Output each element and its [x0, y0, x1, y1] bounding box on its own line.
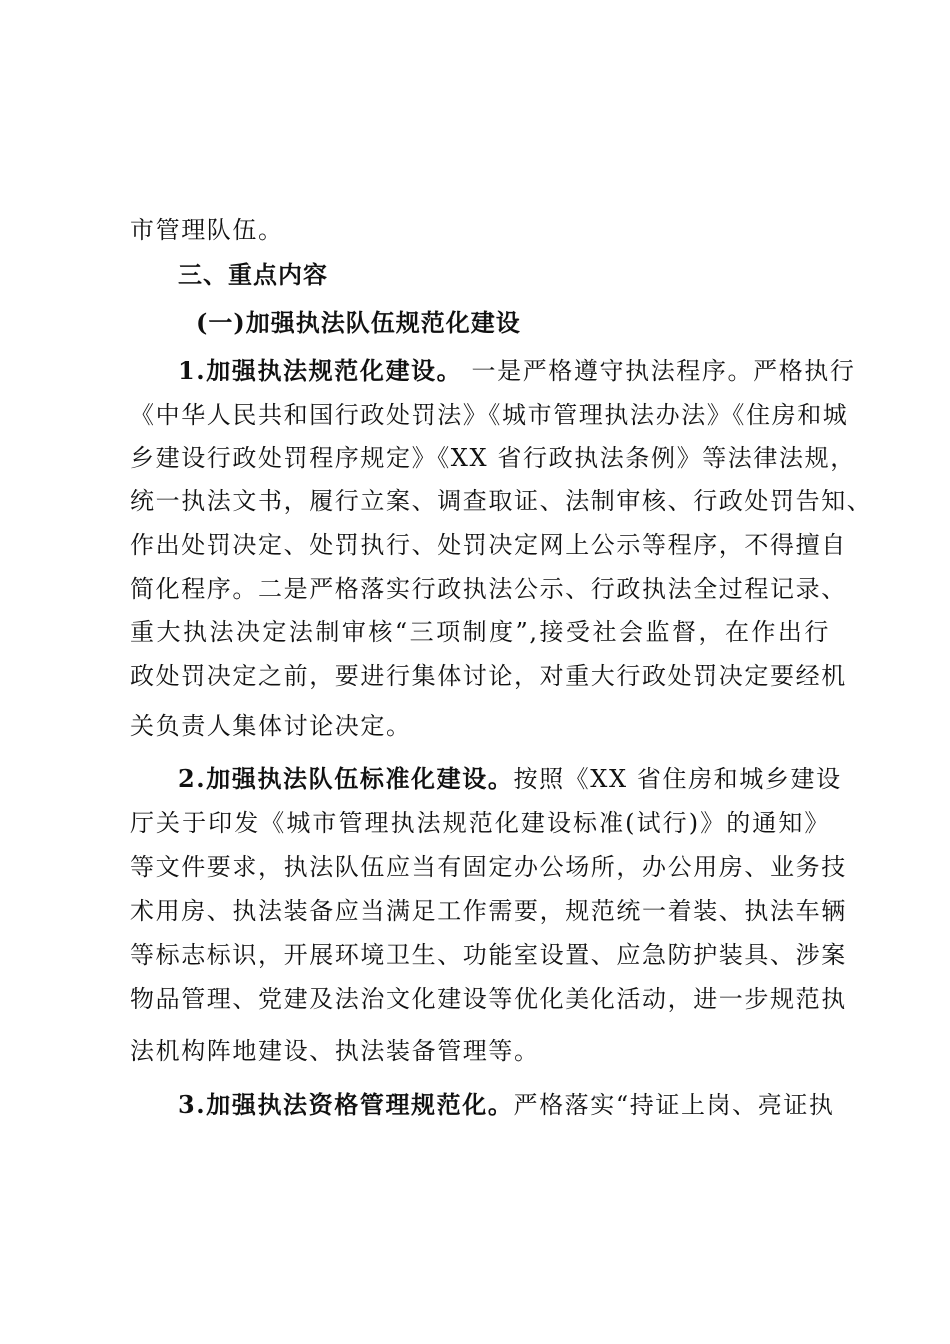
paragraph-2-line-4: 术用房、执法装备应当满足工作需要，规范统一着装、执法车辆 — [130, 897, 847, 925]
paragraph-2-line-3: 等文件要求，执法队伍应当有固定办公场所，办公用房、业务技 — [130, 853, 847, 881]
paragraph-1-line-5: 作出处罚决定、处罚执行、处罚决定网上公示等程序，不得擅自 — [130, 531, 847, 559]
paragraph-2-line-1 — [178, 763, 842, 795]
section-heading: 三、重点内容 — [178, 261, 328, 289]
paragraph-2-line-6: 物品管理、党建及法治文化建设等优化美化活动，进一步规范执 — [130, 985, 847, 1013]
paragraph-1-line-4: 统一执法文书，履行立案、调查取证、法制审核、行政处罚告知、 — [130, 487, 873, 515]
paragraph-3-line-1 — [178, 1089, 835, 1121]
paragraph-1-lead: 1.加强执法规范化建设。 — [178, 356, 463, 385]
paragraph-3-text: 严格落实“持证上岗、亮证执 — [513, 1091, 835, 1119]
paragraph-2-lead: 2.加强执法队伍标准化建设。 — [178, 764, 514, 793]
paragraph-1-line-2: 《中华人民共和国行政处罚法》《城市管理执法办法》《住房和城 — [130, 401, 849, 429]
paragraph-2-line-2: 厅关于印发《城市管理执法规范化建设标准(试行)》的通知》 — [130, 809, 830, 837]
subsection-heading: (一)加强执法队伍规范化建设 — [196, 308, 521, 337]
paragraph-3-lead: 3.加强执法资格管理规范化。 — [178, 1090, 514, 1119]
paragraph-1-line-3: 乡建设行政处罚程序规定》《XX 省行政执法条例》等法律法规， — [130, 444, 856, 472]
paragraph-1-line-7: 重大执法决定法制审核“三项制度”,接受社会监督，在作出行 — [130, 618, 830, 646]
paragraph-tail: 市管理队伍。 — [130, 216, 284, 244]
paragraph-1-line-1 — [178, 355, 856, 387]
paragraph-2-text: 按照《XX 省住房和城乡建设 — [513, 765, 842, 793]
paragraph-1-text: 一是严格遵守执法程序。严格执行 — [462, 357, 856, 385]
paragraph-1-line-6: 简化程序。二是严格落实行政执法公示、行政执法全过程记录、 — [130, 575, 847, 603]
paragraph-2-line-5: 等标志标识，开展环境卫生、功能室设置、应急防护装具、涉案 — [130, 941, 847, 969]
paragraph-1-line-8: 政处罚决定之前，要进行集体讨论，对重大行政处罚决定要经机 — [130, 662, 847, 690]
paragraph-1-line-9: 关负责人集体讨论决定。 — [130, 712, 412, 740]
paragraph-2-line-7: 法机构阵地建设、执法装备管理等。 — [130, 1037, 540, 1065]
